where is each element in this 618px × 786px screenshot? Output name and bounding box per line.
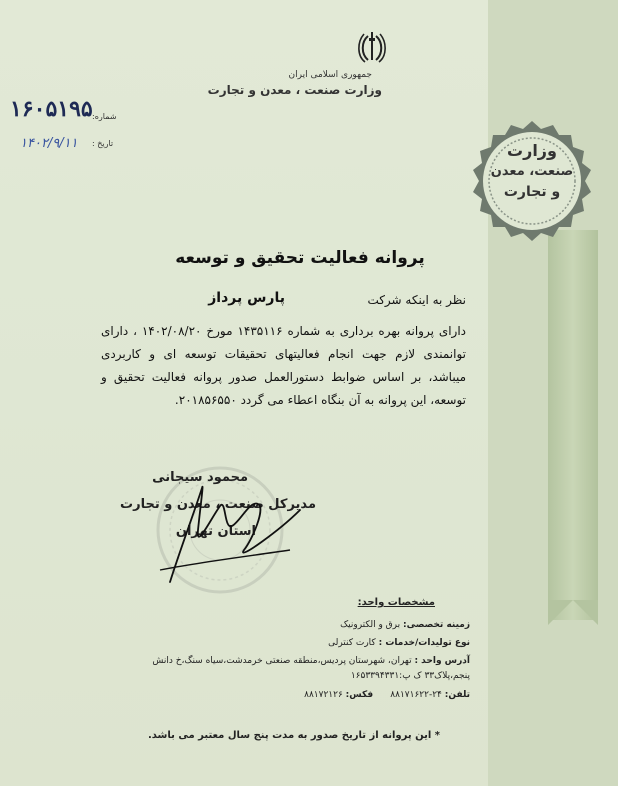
specifications-heading: مشخصات واحد: [357,597,435,608]
reference-number-label: شماره: [92,112,117,121]
spec-address-line-1: تهران، شهرستان پردیس،منطقه صنعتی خرمدشت،سیاه سنگ،خ دانش [152,656,412,666]
handwritten-signature [140,470,310,590]
ministry-name: وزارت صنعت ، معدن و تجارت [207,83,382,97]
spec-fax-label: فکس: [345,690,374,700]
certificate-body-text: دارای پروانه بهره برداری به شماره ۱۴۳۵۱۱۶ مورخ ۱۴۰۲/۰۸/۲۰ ، دارای توانمندی لازم جهت انجام فعالیتهای تحقیقات توسعه ای و کاربردی میباشد، بر اساس ضوابط دستورالعمل صدور پروانه فعالیت تحقیق و توسعه، این پروانه به آن بنگاه اعطاء می گردد ۲۰۱۸۵۶۵۵۰. [101,324,467,407]
ribbon-notch [548,600,598,625]
spec-field-row [340,620,470,630]
spec-address-row [152,656,470,666]
seal-line-1: وزارت [507,141,557,160]
spec-address-label: آدرس واحد : [414,656,470,666]
reference-date-label: تاریخ : [92,139,114,148]
iran-emblem-icon [357,30,387,64]
spec-field-label: زمینه تخصصی: [403,620,470,630]
seal-text [463,140,601,203]
spec-field-value: برق و الکترونیک [340,620,401,630]
signatory-name: محمود سیجانی [152,470,248,485]
government-name: جمهوری اسلامی ایران [288,70,372,80]
signatory-title: مدیرکل صنعت ، معدن و تجارت [120,497,316,512]
ribbon-stripe [548,230,598,620]
spec-products-label: نوع تولیدات/خدمات : [378,638,470,648]
seal-line-3: و تجارت [503,184,561,200]
spec-phone-value: ۲۴-۸۸۱۷۱۶۲۲ [390,690,442,700]
company-name: پارس پرداز [208,290,285,306]
reference-number: ۱۶۰۵۱۹۵ [10,96,93,122]
spec-products-value: کارت کنترلی [328,638,376,648]
spec-contact-row [304,690,470,700]
signatory-region: استان تهران [175,524,256,539]
spec-products-row [328,638,470,648]
certificate-title: پروانه فعالیت تحقیق و توسعه [175,248,425,268]
spec-phone-label: تلفن: [444,690,470,700]
validity-note: * این پروانه از تاریخ صدور به مدت پنج سال معتبر می باشد. [147,730,440,741]
intro-label: نظر به اینکه شرکت [367,293,466,307]
seal-line-2: صنعت، معدن [490,164,574,179]
spec-address-line-2: پنجم،پلاک۳۳ ک پ:۱۶۵۳۳۹۴۳۳۱ [350,671,470,681]
reference-date: ۱۴۰۲/۹/۱۱ [20,136,78,151]
spec-address-row-2 [351,671,470,681]
spec-fax-value: ۸۸۱۷۲۱۲۶ [304,690,343,700]
